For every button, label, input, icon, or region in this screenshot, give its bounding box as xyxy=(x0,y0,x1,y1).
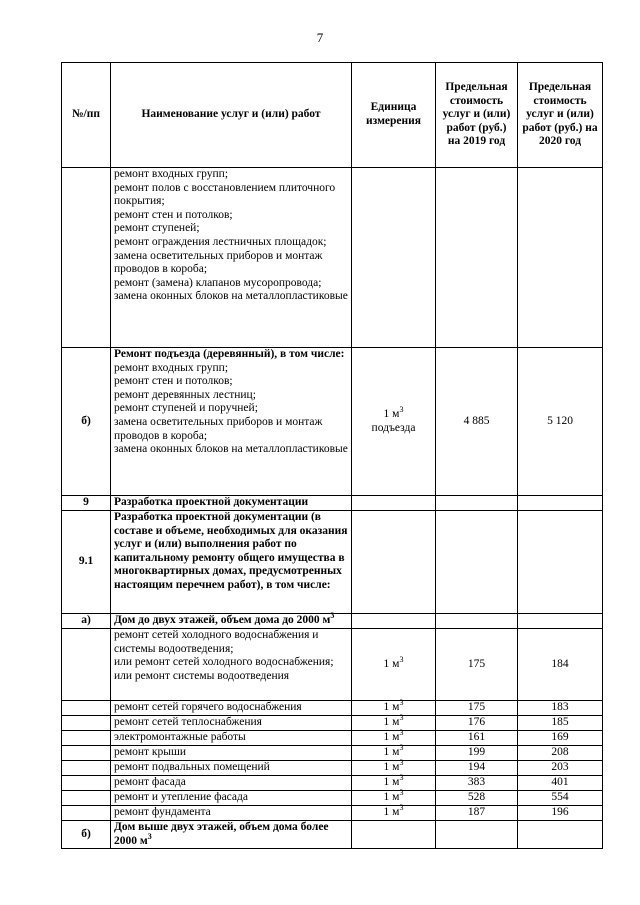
value-2020: 183 xyxy=(518,701,603,716)
table-row xyxy=(62,716,603,731)
row-name: ремонт подвальных помещений xyxy=(111,761,352,776)
row-name: ремонт фундамента xyxy=(111,806,352,821)
table-row xyxy=(62,614,603,629)
unit-cell: 1 $м^3$ xyxy=(352,776,436,791)
value-2020: 184 xyxy=(518,629,603,701)
value-2020: 196 xyxy=(518,806,603,821)
row-name: электромонтажные работы xyxy=(111,731,352,746)
row-name: ремонт сетей горячего водоснабжения xyxy=(111,701,352,716)
unit-cell: 1 $м^3$ xyxy=(352,791,436,806)
value-2020: 208 xyxy=(518,746,603,761)
list-item: ремонт (замена) клапанов мусоропровода; xyxy=(114,276,322,289)
list-item: ремонт входных групп; xyxy=(114,361,229,374)
unit-cell: 1 $м^3$ xyxy=(352,716,436,731)
value-2019: 194 xyxy=(436,761,518,776)
list-item: замена осветительных приборов и монтаж проводов в короба; xyxy=(114,249,323,276)
row-num xyxy=(62,168,111,348)
value-2019: 175 xyxy=(436,629,518,701)
col-2020-header: Предельная стоимость услуг и (или) работ (руб.) на 2020 год xyxy=(518,63,603,168)
table-row xyxy=(62,776,603,791)
row-name: Разработка проектной документации (в составе и объеме, необходимых для оказания услуг и (или) выполнения работ по капитальному ремонту общего имущества в многоквартирных домах, предусмотренных настоящим перечнем работ), в том числе: xyxy=(111,511,352,614)
value-2020: 554 xyxy=(518,791,603,806)
row-name xyxy=(111,168,352,348)
table-row xyxy=(62,348,603,496)
table-row xyxy=(62,701,603,716)
list-item: замена оконных блоков на металлопластиковые xyxy=(114,290,348,303)
unit-cell: 1 $м^3$ xyxy=(352,806,436,821)
table-row xyxy=(62,511,603,614)
value-2019: 383 xyxy=(436,776,518,791)
unit-cell: 1 $м^3$ xyxy=(352,761,436,776)
unit-cell: 1 $м^3$ подъезда xyxy=(352,348,436,496)
col-2019-header: Предельная стоимость услуг и (или) работ (руб.) на 2019 год xyxy=(436,63,518,168)
value-2020: 401 xyxy=(518,776,603,791)
row-name: Разработка проектной документации xyxy=(111,496,352,511)
table-row xyxy=(62,761,603,776)
list-item: замена осветительных приборов и монтаж проводов в короба; xyxy=(114,415,323,442)
list-item: ремонт стен и потолков; xyxy=(114,208,233,221)
price-table xyxy=(61,62,603,849)
value-2020: 185 xyxy=(518,716,603,731)
row-num: а) xyxy=(62,614,111,629)
table-row xyxy=(62,806,603,821)
list-item: ремонт ограждения лестничных площадок; xyxy=(114,235,327,248)
list-item: замена оконных блоков на металлопластиковые xyxy=(114,443,348,456)
value-2019: 176 xyxy=(436,716,518,731)
list-item: ремонт ступеней и поручней; xyxy=(114,402,258,415)
table-row xyxy=(62,791,603,806)
row-name: ремонт сетей теплоснабжения xyxy=(111,716,352,731)
row-name: ремонт крыши xyxy=(111,746,352,761)
value-2019: 187 xyxy=(436,806,518,821)
value-2019: 199 xyxy=(436,746,518,761)
value-2019: 4 885 xyxy=(436,348,518,496)
list-item: ремонт сетей холодного водоснабжения и системы водоотведения; xyxy=(114,629,319,655)
col-name-header: Наименование услуг и (или) работ xyxy=(111,63,352,168)
list-item: или ремонт системы водоотведения xyxy=(114,669,290,682)
value-2020: 203 xyxy=(518,761,603,776)
value-2020: 169 xyxy=(518,731,603,746)
row-num: б) xyxy=(62,348,111,496)
value-2019: 161 xyxy=(436,731,518,746)
list-item: ремонт ступеней; xyxy=(114,222,200,235)
row-num: б) xyxy=(62,821,111,849)
list-item: ремонт стен и потолков; xyxy=(114,375,233,388)
list-item: ремонт входных групп; xyxy=(114,168,229,180)
unit-cell: 1 $м^3$ xyxy=(352,629,436,701)
unit-cell: 1 $м^3$ xyxy=(352,731,436,746)
page-number: 7 xyxy=(316,30,324,45)
row-name: ремонт и утепление фасада xyxy=(111,791,352,806)
row-num xyxy=(62,629,111,701)
row-name: Дом выше двух этажей, объем дома более 2000 $м^3$ xyxy=(111,821,352,849)
row-name xyxy=(111,348,352,496)
row-num: 9.1 xyxy=(62,511,111,614)
table-row xyxy=(62,168,603,348)
table-row xyxy=(62,821,603,849)
col-unit-header: Единица измерения xyxy=(352,63,436,168)
value-2020: 5 120 xyxy=(518,348,603,496)
table-row xyxy=(62,496,603,511)
col-num-header: №/пп xyxy=(62,63,111,168)
list-item: ремонт деревянных лестниц; xyxy=(114,388,256,401)
row-num: 9 xyxy=(62,496,111,511)
row-name xyxy=(111,629,352,701)
table-row xyxy=(62,629,603,701)
table-header-row xyxy=(62,63,603,168)
list-item: ремонт полов с восстановлением плиточного покрытия; xyxy=(114,181,336,208)
value-2019: 528 xyxy=(436,791,518,806)
table-row xyxy=(62,746,603,761)
row-name: Дом до двух этажей, объем дома до 2000 $м^3$ xyxy=(111,614,352,629)
table-row xyxy=(62,731,603,746)
list-item: или ремонт сетей холодного водоснабжения; xyxy=(114,656,334,669)
unit-cell: 1 $м^3$ xyxy=(352,701,436,716)
value-2019: 175 xyxy=(436,701,518,716)
row-title: Ремонт подъезда (деревянный), в том числе: xyxy=(114,348,345,360)
unit-cell: 1 $м^3$ xyxy=(352,746,436,761)
row-name: ремонт фасада xyxy=(111,776,352,791)
